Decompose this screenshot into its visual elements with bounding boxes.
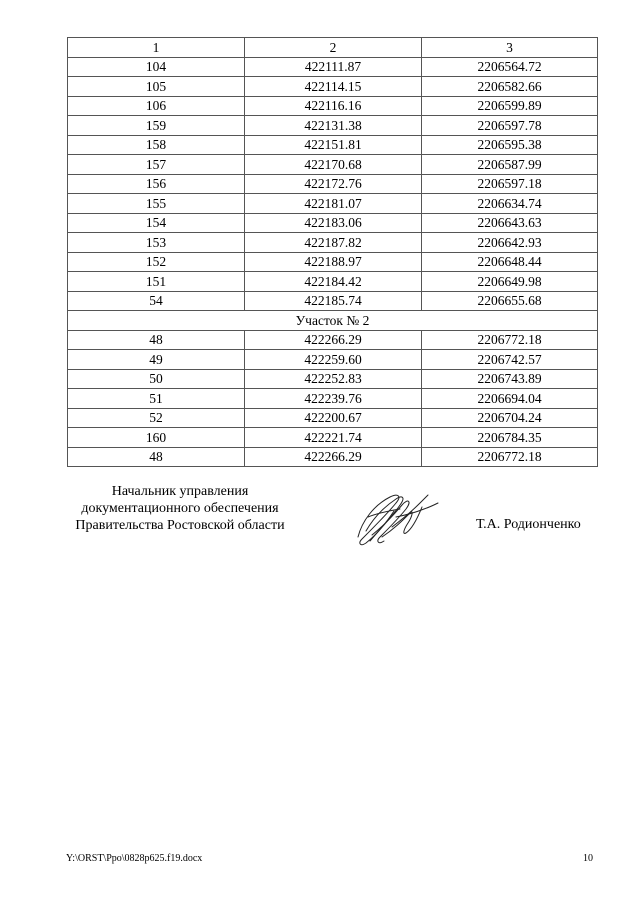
table-cell: 2206599.89 <box>422 96 598 116</box>
signer-name: Т.А. Родионченко <box>476 517 581 532</box>
table-cell: 151 <box>68 272 245 292</box>
table-cell: 2206595.38 <box>422 135 598 155</box>
table-cell: 422252.83 <box>245 369 422 389</box>
header-cell: 2 <box>245 38 422 58</box>
table-cell: 2206649.98 <box>422 272 598 292</box>
table-cell: 49 <box>68 350 245 370</box>
table-cell: 2206772.18 <box>422 330 598 350</box>
table-cell: 2206784.35 <box>422 428 598 448</box>
handwritten-signature <box>352 487 442 551</box>
table-cell: 2206772.18 <box>422 447 598 467</box>
table-cell: 422184.42 <box>245 272 422 292</box>
table-cell: 153 <box>68 233 245 253</box>
table-row <box>68 233 598 253</box>
table-cell: 152 <box>68 252 245 272</box>
table-cell: 422151.81 <box>245 135 422 155</box>
table-cell: 159 <box>68 116 245 136</box>
table-cell: 2206704.24 <box>422 408 598 428</box>
table-row <box>68 116 598 136</box>
table-cell: 422187.82 <box>245 233 422 253</box>
table-cell: 2206643.63 <box>422 213 598 233</box>
table-cell: 157 <box>68 155 245 175</box>
table-cell: 48 <box>68 330 245 350</box>
table-row <box>68 447 598 467</box>
table-row <box>68 194 598 214</box>
table-cell: 422183.06 <box>245 213 422 233</box>
signatory-title-line: Правительства Ростовской области <box>75 518 285 533</box>
table-cell: 422111.87 <box>245 57 422 77</box>
table-cell: 422116.16 <box>245 96 422 116</box>
coordinates-table <box>67 37 598 467</box>
table-cell: 105 <box>68 77 245 97</box>
table-cell: 422266.29 <box>245 330 422 350</box>
table-cell: 422259.60 <box>245 350 422 370</box>
table-row <box>68 213 598 233</box>
table-cell: 2206648.44 <box>422 252 598 272</box>
footer-file-path: Y:\ORST\Ppo\0828p625.f19.docx <box>66 853 203 864</box>
table-cell: 50 <box>68 369 245 389</box>
table-cell: 422181.07 <box>245 194 422 214</box>
table-cell: 422170.68 <box>245 155 422 175</box>
table-cell: 2206564.72 <box>422 57 598 77</box>
table-row <box>68 57 598 77</box>
table-cell: 2206742.57 <box>422 350 598 370</box>
table-cell: 48 <box>68 447 245 467</box>
table-cell: 2206655.68 <box>422 291 598 311</box>
table-cell: 2206694.04 <box>422 389 598 409</box>
table-cell: 2206597.18 <box>422 174 598 194</box>
table-row <box>68 428 598 448</box>
table-row <box>68 291 598 311</box>
table-cell: 422131.38 <box>245 116 422 136</box>
table-cell: 160 <box>68 428 245 448</box>
table-cell: 2206597.78 <box>422 116 598 136</box>
table-row <box>68 96 598 116</box>
signatory-title <box>60 483 300 534</box>
table-row <box>68 174 598 194</box>
table-cell: 422239.76 <box>245 389 422 409</box>
table-cell: 2206642.93 <box>422 233 598 253</box>
table-cell: 52 <box>68 408 245 428</box>
table-cell: 422200.67 <box>245 408 422 428</box>
table-row <box>68 350 598 370</box>
table-row <box>68 272 598 292</box>
table-row <box>68 389 598 409</box>
signatory-title-line: документационного обеспечения <box>81 501 279 516</box>
signatory-title-line: Начальник управления <box>111 484 249 499</box>
table-cell: 154 <box>68 213 245 233</box>
table-cell: 106 <box>68 96 245 116</box>
header-cell: 1 <box>68 38 245 58</box>
header-cell: 3 <box>422 38 598 58</box>
table-row <box>68 77 598 97</box>
table-header-row <box>68 38 598 58</box>
table-cell: 422266.29 <box>245 447 422 467</box>
table-row <box>68 408 598 428</box>
table-row <box>68 369 598 389</box>
table-row <box>68 330 598 350</box>
table-cell: 51 <box>68 389 245 409</box>
table-cell: 422188.97 <box>245 252 422 272</box>
table-cell: 422221.74 <box>245 428 422 448</box>
section-title: Участок № 2 <box>68 311 598 331</box>
table-cell: 54 <box>68 291 245 311</box>
table-cell: 2206743.89 <box>422 369 598 389</box>
table-row <box>68 155 598 175</box>
table-cell: 2206634.74 <box>422 194 598 214</box>
page-number: 10 <box>583 853 593 864</box>
table-row <box>68 252 598 272</box>
table-cell: 156 <box>68 174 245 194</box>
table-cell: 422114.15 <box>245 77 422 97</box>
table-cell: 158 <box>68 135 245 155</box>
table-cell: 2206587.99 <box>422 155 598 175</box>
table-row <box>68 135 598 155</box>
table-cell: 422185.74 <box>245 291 422 311</box>
table-cell: 2206582.66 <box>422 77 598 97</box>
section-title-row <box>68 311 598 331</box>
table-cell: 155 <box>68 194 245 214</box>
table-cell: 104 <box>68 57 245 77</box>
table-cell: 422172.76 <box>245 174 422 194</box>
